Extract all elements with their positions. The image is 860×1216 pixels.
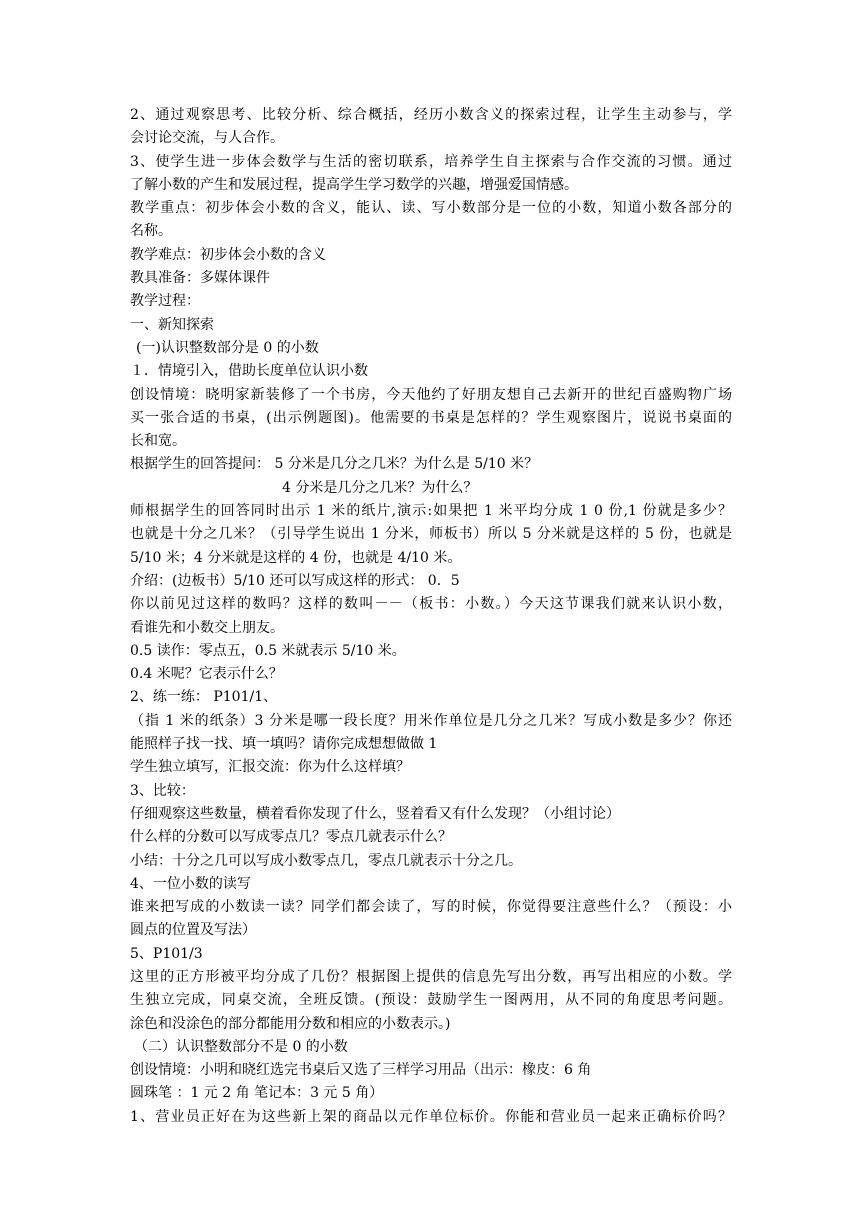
text-line: 涂色和没涂色的部分都能用分数和相应的小数表示。)	[130, 1015, 451, 1032]
text-line: 你以前见过这样的数吗？这样的数叫－－（板书：小数。）今天这节课我们就来认识小数，	[130, 596, 732, 613]
text-line: 一、新知探索	[130, 316, 214, 333]
text-line: 教具准备：多媒体课件	[130, 270, 270, 287]
text-line: （二）认识整数部分不是 0 的小数	[134, 1038, 348, 1055]
text-line: 仔细观察这些数量，横着看你发现了什么，竖着看又有什么发现？（小组讨论）	[130, 805, 620, 822]
text-line: 教学重点：初步体会小数的含义，能认、读、写小数部分是一位的小数，知道小数各部分的	[130, 200, 732, 217]
text-line: (一)认识整数部分是 0 的小数	[136, 339, 319, 356]
text-line: 创设情境：晓明家新装修了一个书房，今天他约了好朋友想自己去新开的世纪百盛购物广场	[130, 386, 732, 403]
text-line: 这里的正方形被平均分成了几份？根据图上提供的信息先写出分数，再写出相应的小数。学	[130, 968, 732, 985]
text-line: 谁来把写成的小数读一读？同学们都会读了，写的时候，你觉得要注意些什么？（预设：小	[130, 899, 732, 916]
text-line: 生独立完成，同桌交流，全班反馈。(预设：鼓励学生一图两用，从不同的角度思考问题。	[130, 992, 732, 1009]
text-line: 根据学生的回答提问： 5 分米是几分之几米？为什么是 5/10 米？	[130, 456, 539, 473]
text-line: 买一张合适的书桌，(出示例题图)。他需要的书桌是怎样的？学生观察图片，说说书桌面的	[130, 409, 732, 426]
text-line: １．情境引入，借助长度单位认识小数	[130, 363, 368, 380]
text-line: 看谁先和小数交上朋友。	[130, 619, 284, 636]
text-line: 2、练一练： P101/1、	[130, 689, 278, 706]
text-line: 4 分米是几分之几米？为什么？	[282, 479, 478, 496]
text-line: 教学难点：初步体会小数的含义	[130, 246, 326, 263]
text-line: 圆珠笔 ：1 元 2 角 笔记本：3 元 5 角）	[130, 1085, 384, 1102]
text-line: 4、一位小数的读写	[130, 875, 251, 892]
text-line: 2、通过观察思考、比较分析、综合概括，经历小数含义的探索过程，让学生主动参与，学	[130, 107, 732, 123]
text-line: 圆点的位置及写法）	[130, 922, 256, 939]
text-line: 教学过程：	[130, 293, 200, 310]
text-line: 5/10 米；4 分米就是这样的 4 份，也就是 4/10 米。	[130, 549, 462, 566]
text-line: （指 1 米的纸条）3 分米是哪一段长度？用米作单位是几分之几米？写成小数是多少？你还	[130, 712, 732, 729]
text-line: 长和宽。	[130, 433, 186, 450]
text-line: 什么样的分数可以写成零点几？零点几就表示什么？	[130, 829, 452, 846]
text-line: 0.4 米呢？它表示什么？	[130, 666, 283, 683]
text-line: 名称。	[130, 223, 172, 240]
text-line: 3、使学生进一步体会数学与生活的密切联系，培养学生自主探索与合作交流的习惯。通过	[130, 153, 732, 170]
text-line: 0.5 读作：零点五，0.5 米就表示 5/10 米。	[130, 642, 406, 659]
text-line: 能照样子找一找、填一填吗？请你完成想想做做 1	[130, 736, 438, 753]
text-line: 会讨论交流，与人合作。	[130, 130, 284, 147]
text-line: 介绍：(边板书）5/10 还可以写成这样的形式： 0．5	[130, 572, 460, 589]
text-line: 5、P101/3	[130, 945, 203, 962]
text-line: 1、营业员正好在为这些新上架的商品以元作单位标价。你能和营业员一起来正确标价吗？	[130, 1108, 732, 1125]
document-page	[130, 104, 732, 1129]
text-line: 师根据学生的回答同时出示 1 米的纸片,演示:如果把 1 米平均分成 1 0 份,1 份就是多少？	[130, 503, 732, 520]
text-line: 小结：十分之几可以写成小数零点几，零点几就表示十分之几。	[130, 852, 522, 869]
text-line: 3、比较：	[130, 782, 195, 799]
text-line: 创设情境：小明和晓红选完书桌后又选了三样学习用品（出示：橡皮：6 角	[130, 1062, 592, 1079]
text-line: 也就是十分之几米？（引导学生说出 1 分米，师板书）所以 5 分米就是这样的 5 份，也就是	[130, 526, 732, 543]
text-line: 学生独立填写，汇报交流：你为什么这样填？	[130, 759, 410, 776]
text-line: 了解小数的产生和发展过程，提高学生学习数学的兴趣，增强爱国情感。	[130, 176, 578, 193]
